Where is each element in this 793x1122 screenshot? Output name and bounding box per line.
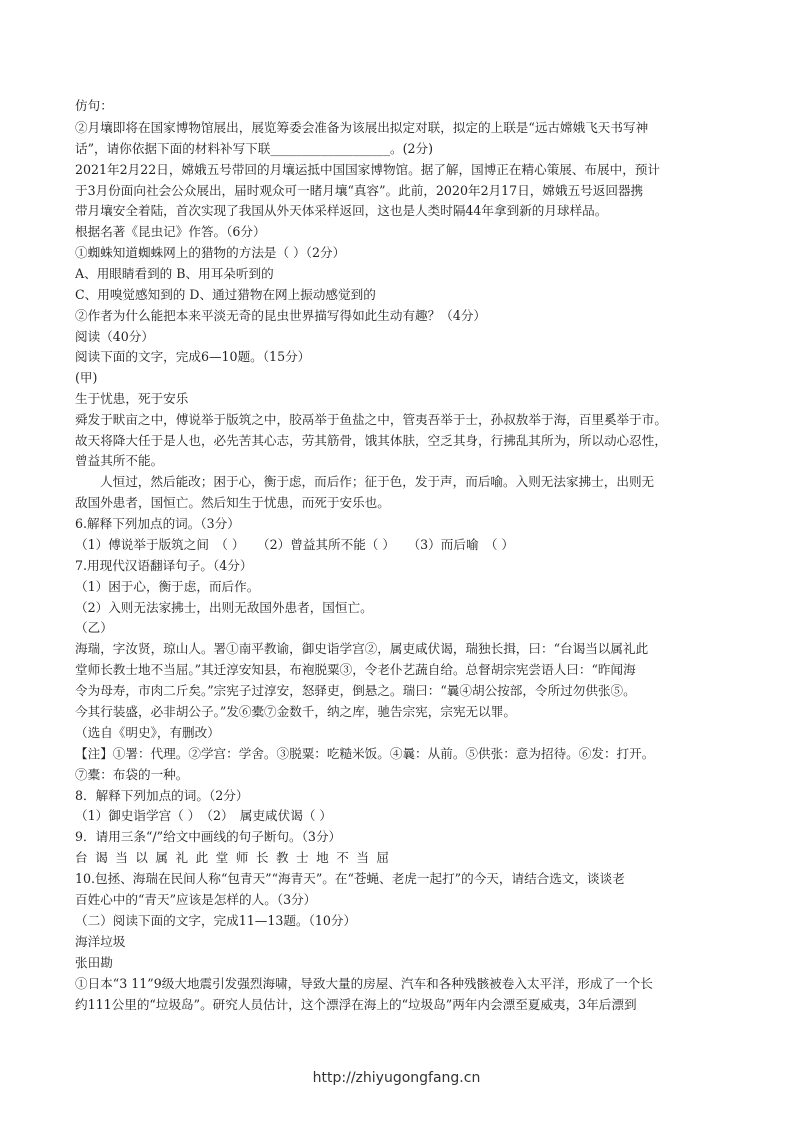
text-line: 舜发于畎亩之中，傅说举于版筑之中，胶鬲举于鱼盐之中，管夷吾举于士，孙叔敖举于海，百里奚举于市。 [75, 412, 667, 427]
text-line: 敌国外患者，国恒亡。然后知生于忧患，而死于安乐也。 [75, 495, 390, 510]
spaced-sentence: 台谒当以属礼此堂师长教士地不当屈 [75, 850, 397, 865]
text-line: （2）入则无法家拂士，出则无敌国外患者，国恒亡。 [75, 600, 373, 615]
text-line: ①日本“3 11”9级大地震引发强烈海啸，导致大量的房屋、汽车和各种残骸被卷入太平洋，形成了一个长 [75, 976, 653, 991]
option-line: A、用眼睛看到的 B、用耳朵听到的 [75, 266, 274, 281]
text-line: 今其行装盛，必非胡公子。”发⑥橐⑦金数千，纳之库，驰告宗宪，宗宪无以罪。 [75, 704, 516, 719]
text-line: 人恒过，然后能改；困于心，衡于虑，而后作；征于色，发于声，而后喻。入则无法家拂士，出则无 [100, 474, 655, 489]
text-line: 海瑞，字汝贤，琼山人。署①南平教谕，御史诣学宫②，属吏咸伏谒，瑞独长揖，曰：“台谒当以属礼此 [75, 641, 649, 656]
passage-author: 张田勘 [75, 955, 113, 970]
text-line: 曾益其所不能。 [75, 453, 164, 468]
text-line: ②作者为什么能把本来平淡无奇的昆虫世界描写得如此生动有趣？（4分） [75, 308, 487, 323]
footer-url: http://zhiyugongfang.cn [312, 1070, 481, 1086]
text-line: (甲) [75, 370, 98, 385]
text-line: 7.用现代汉语翻译句子。（4分） [75, 558, 253, 573]
option-line: C、用嗅觉感知到的 D、通过猎物在网上振动感觉到的 [75, 287, 376, 302]
text-line: 仿句： [75, 98, 113, 113]
text-line: 百姓心中的“青天”应该是怎样的人。（3分） [75, 892, 317, 907]
text-line: （1）御史诣学宫（ ） （2） 属吏咸伏谒（ ） [75, 808, 333, 823]
text-line: （乙） [75, 620, 113, 635]
text-line: 于3月份面向社会公众展出，届时观众可一睹月壤“真容”。此前，2020年2月17日，嫦娥五号返回器携 [75, 183, 644, 198]
text-line: （选自《明史》，有删改） [75, 725, 220, 740]
text-line: 话”，请你依据下面的材料补写下联___________________。(2分) [75, 141, 434, 156]
text-line: 8．解释下列加点的词。（2分） [75, 788, 249, 803]
text-line: 带月壤安全着陆，首次实现了我国从外天体采样返回，这也是人类时隔44年拿到新的月球样品。 [75, 203, 608, 218]
text-line: （1）困于心，衡于虑，而后作。 [75, 579, 260, 594]
text-line: ②月壤即将在国家博物馆展出，展览筹委会准备为该展出拟定对联，拟定的上联是“远古嫦娥飞天书写神 [75, 120, 649, 135]
text-line: 9．请用三条“/”给文中画线的句子断句。（3分） [75, 829, 342, 844]
text-line: （1）傅说举于版筑之间 （ ） （2）曾益其所不能（ ） （3）而后喻 （ ） [75, 537, 515, 552]
text-line: 6.解释下列加点的词。（3分） [75, 516, 240, 531]
text-line: （二）阅读下面的文字，完成11—13题。（10分） [75, 913, 357, 928]
question-heading: 根据名著《昆虫记》作答。（6分） [75, 224, 266, 239]
text-line: 【注】①署：代理。②学宫：学舍。③脱粟：吃糙米饭。④曩：从前。⑤供张：意为招待。⑥发：打开。 [75, 746, 655, 761]
passage-title: 海洋垃圾 [75, 934, 126, 949]
text-line: 10.包拯、海瑞在民间人称“包青天”“海青天”。在“苍蝇、老虎一起打”的今天，请结合选文，谈谈老 [75, 871, 625, 886]
text-line: 约111公里的“垃圾岛”。研究人员估计，这个漂浮在海上的“垃圾岛”两年内会漂至夏威夷，3年后漂到 [75, 997, 637, 1012]
passage-title: 生于忧患，死于安乐 [75, 391, 189, 406]
text-line: 故天将降大任于是人也，必先苦其心志，劳其筋骨，饿其体肤，空乏其身，行拂乱其所为，所以动心忍性， [75, 433, 667, 448]
text-line: ①蜘蛛知道蜘蛛网上的猎物的方法是（ ）（2分） [75, 245, 346, 260]
text-line: 阅读下面的文字，完成6—10题。（15分） [75, 349, 311, 364]
text-line: 令为母寿，市肉二斤矣。”宗宪子过淳安，怒驿吏，倒悬之。瑞曰：“曩④胡公按部，令所过勿供张⑤。 [75, 683, 636, 698]
text-line: 2021年2月22日，嫦娥五号带回的月壤运抵中国国家博物馆。据了解，国博正在精心策展、布展中，预计 [75, 162, 661, 177]
section-heading: 阅读（40分） [75, 329, 154, 344]
text-line: 堂师长教士地不当屈。”其迁淳安知县，布袍脱粟③，令老仆艺蔬自给。总督胡宗宪尝语人曰：“昨闻海 [75, 662, 636, 677]
text-line: ⑦橐：布袋的一种。 [75, 767, 189, 782]
